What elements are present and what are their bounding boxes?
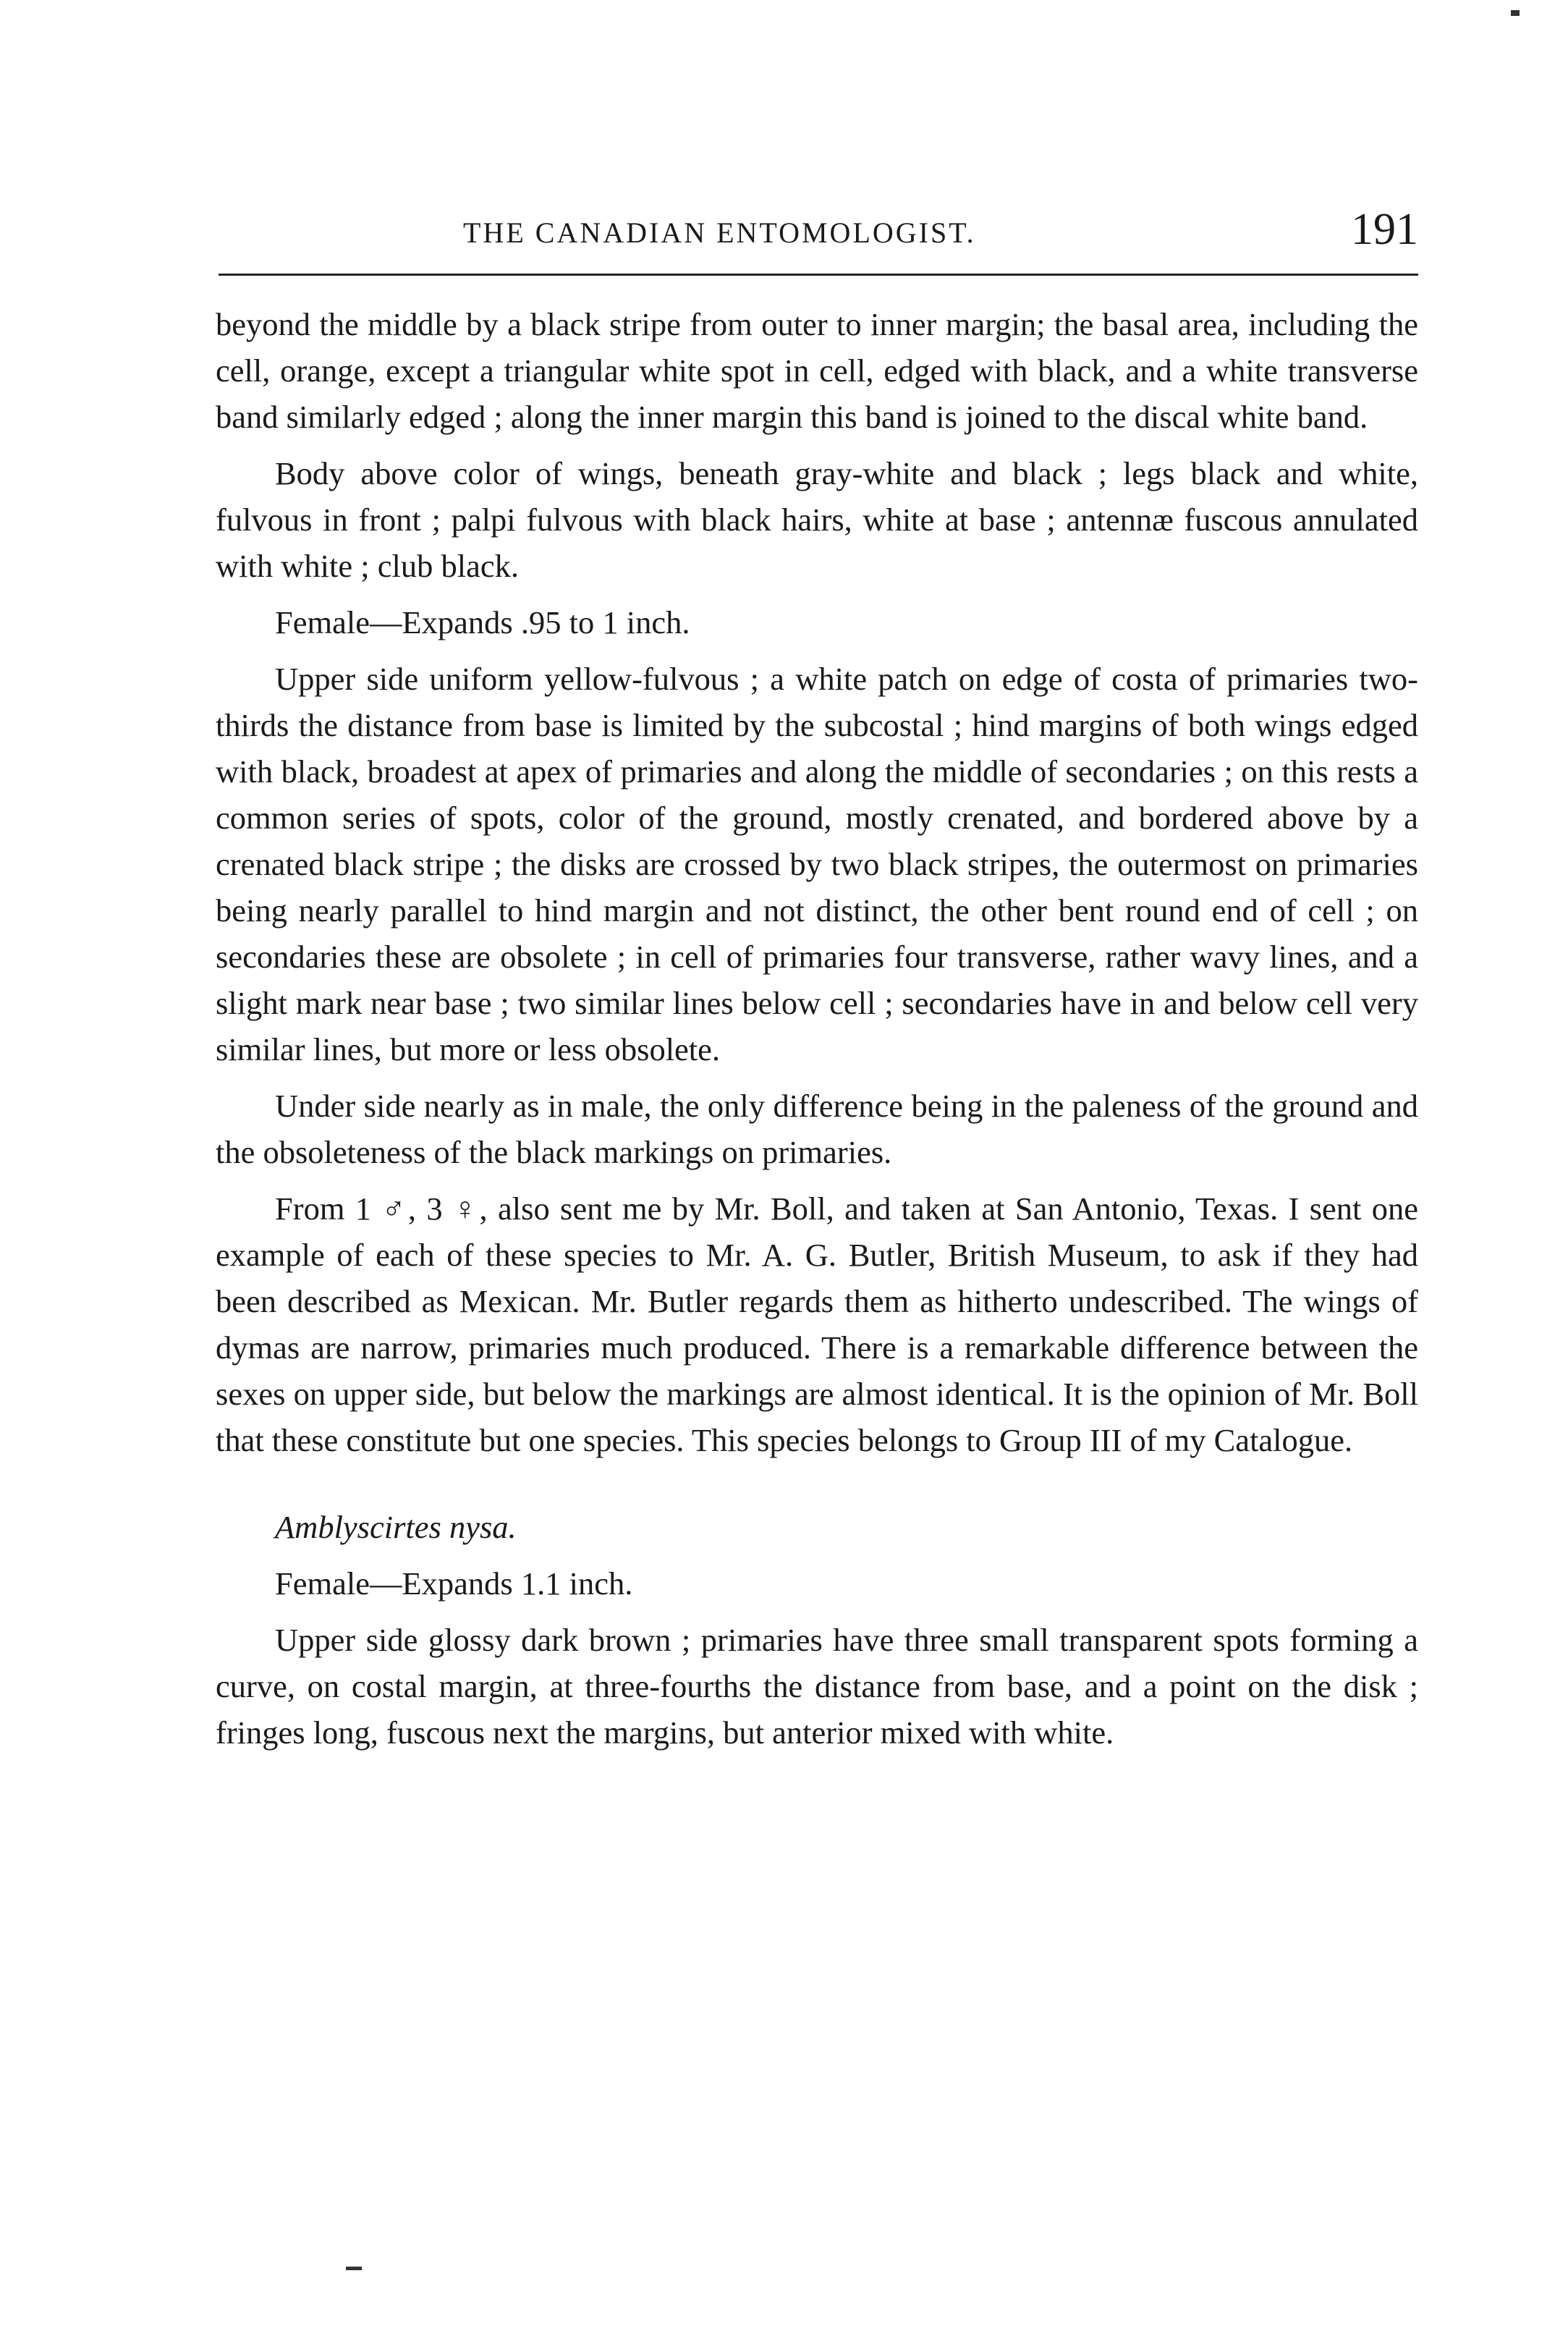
paragraph-upper-side: Upper side uniform yellow-fulvous ; a white patch on edge of costa of primaries two-thirds the distance from base is limited by the subcostal ; hind margins of both wings edged with black, broadest at apex of primaries and along the middle of secondaries ; on this rests a common series of spots, color of the ground, mostly crenated, and bordered above by a crenated black stripe ; the disks are crossed by two black stripes, the outermost on primaries being nearly parallel to hind margin and not distinct, the other bent round end of cell ; on secondaries these are obsolete ; in cell of primaries four transverse, rather wavy lines, and a slight mark near base ; two similar lines below cell ; secondaries have in and below cell very similar lines, but more or less obsolete. [216,661,1418,1067]
paragraph-body: Body above color of wings, beneath gray-white and black ; legs black and white, fulvous in front ; palpi fulvous with black hairs, white at base ; antennæ fuscous annulated with white ; club black. [216,455,1418,584]
header-rule [219,274,1418,276]
body-text [216,301,1418,1766]
running-title: THE CANADIAN ENTOMOLOGIST. [463,216,976,249]
paragraph-from: From 1 ♂, 3 ♀, also sent me by Mr. Boll, and taken at San Antonio, Texas. I sent one example of each of these species to Mr. A. G. Butler, British Museum, to ask if they had been described as Mexican. Mr. Butler regards them as hitherto undescribed. The wings of dymas are narrow, primaries much produced. There is a remarkable difference between the sexes on upper side, but below the markings are almost identical. It is the opinion of Mr. Boll that these constitute but one species. This species belongs to Group III of my Catalogue. [216,1190,1418,1458]
paragraph-continuation: beyond the middle by a black stripe from outer to inner margin; the basal area, including the cell, orange, except a triangular white spot in cell, edged with black, and a white transverse band similarly edged ; along the inner margin this band is joined to the discal white band. [216,306,1418,435]
species-heading: Amblyscirtes nysa. [275,1509,517,1545]
document-page [216,194,1418,1751]
paragraph-nysa-upper-side: Upper side glossy dark brown ; primaries have three small transparent spots forming a curve, on costal margin, at three-fourths the distance from base, and a point on the disk ; fringes long, fuscous next the margins, but anterior mixed with white. [216,1622,1418,1751]
paragraph-under-side: Under side nearly as in male, the only difference being in the paleness of the ground and the obsoleteness of the black markings on primaries. [216,1088,1418,1170]
page-mark-dot [1511,10,1520,16]
page-number: 191 [1351,205,1418,254]
paragraph-nysa-female-expands: Female—Expands 1.1 inch. [275,1565,633,1602]
paragraph-female-expands: Female—Expands .95 to 1 inch. [275,604,690,640]
running-head [216,194,1418,263]
page-mark-dash [346,2267,362,2270]
